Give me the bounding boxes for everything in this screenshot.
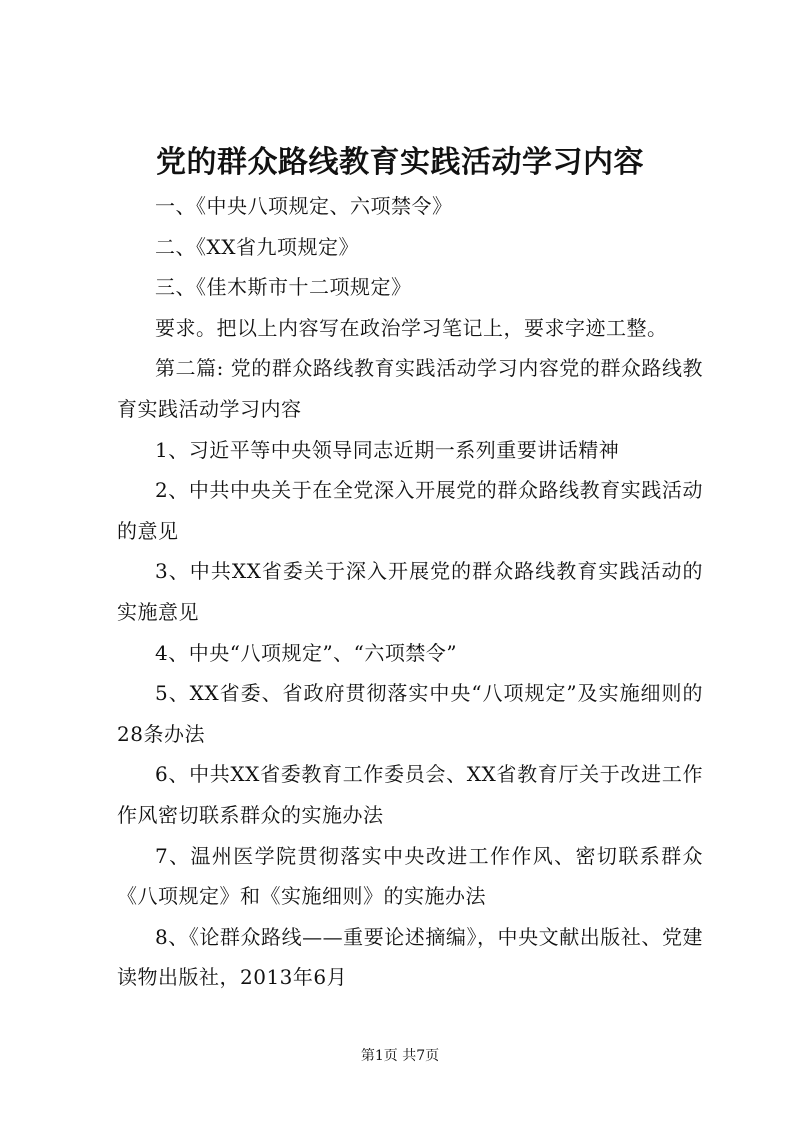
document-title: 党的群众路线教育实践活动学习内容 [156,145,644,180]
paragraph-7: 2、中共中央关于在全党深入开展党的群众路线教育实践活动的意见 [117,478,703,543]
document-body [117,186,703,998]
paragraph-10: 5、XX省委、省政府贯彻落实中央“八项规定”及实施细则的28条办法 [117,681,703,746]
page-footer: 第1页 共7页 [360,1048,440,1064]
paragraph-5: 第二篇: 党的群众路线教育实践活动学习内容党的群众路线教育实践活动学习内容 [117,356,703,421]
paragraph-4: 要求。把以上内容写在政治学习笔记上，要求字迹工整。 [155,315,668,340]
paragraph-12: 7、温州医学院贯彻落实中央改进工作作风、密切联系群众《八项规定》和《实施细则》的实施办法 [117,843,703,909]
paragraph-9: 4、中央“八项规定”、“六项禁令” [155,640,458,665]
paragraph-6: 1、习近平等中央领导同志近期一系列重要讲话精神 [155,437,620,462]
paragraph-11: 6、中共XX省委教育工作委员会、XX省教育厅关于改进工作作风密切联系群众的实施办法 [117,762,703,827]
paragraph-2: 二、《XX省九项规定》 [155,234,359,259]
paragraph-3: 三、《佳木斯市十二项规定》 [155,275,412,300]
paragraph-1: 一、《中央八项规定、六项禁令》 [155,194,453,218]
paragraph-13: 8、《论群众路线——重要论述摘编》，中央文献出版社、党建读物出版社，2013年6月 [117,924,703,990]
paragraph-8: 3、中共XX省委关于深入开展党的群众路线教育实践活动的实施意见 [117,559,703,624]
